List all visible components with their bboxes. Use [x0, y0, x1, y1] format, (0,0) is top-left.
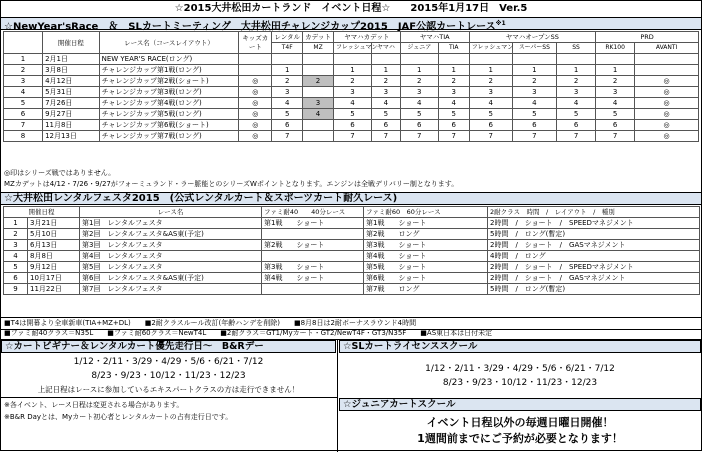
- row-cell: 1: [333, 65, 371, 76]
- row-cell: 6: [400, 120, 438, 131]
- row-cell: 1: [596, 65, 635, 76]
- row-race: チャレンジカップ第7戦(ロング): [99, 131, 239, 142]
- row-date: 9月12日: [28, 262, 80, 273]
- row-end: 5時間 / ロング(暫定): [488, 229, 700, 240]
- row-cell: 1: [272, 65, 303, 76]
- row-cell: 1: [469, 65, 512, 76]
- row-race: チャレンジカップ第1戦(ロング): [99, 65, 239, 76]
- section1-table: 開催日程 レース名（コースレイアウト） キッズカート レンタル カデット ヤマハカデット ヤマハTIA ヤマハオープンSS PRD T4F MZ フレッシュマン ヤマハ ジュニア TIA フレッシュマン スーパーSS SS RK100 AVANTI 1 2月1日 NEW YEAR'S RACE(ロング) 2 3月8日 チャレンジカップ第1戦(ロング) 1 1 1 1 1 1 1 1 1 3 4月12日 チャレンジカップ第2戦(ショート) ◎ 2 2 2 2 2 2 2 2 2 2 ◎ 4 5月31日 チャレンジカップ第3戦(ロング) ◎ 3 3 3 3 3 3 3 3 3 ◎ 5 7月26日 チャレンジカップ第4戦(ロング) ◎ 4 3 4 4 4 4 4 4 4 4 ◎ 6 9月27日 チャレンジカップ第5戦(ロング) ◎ 5 4 5 5 5 5 5 5 5 5 ◎ 7 11月8日 チャレンジカップ第6戦(ショート) ◎ 6 6 6 6 6 6 6 6 6 ◎ 8 12月13日 チャレンジカップ第7戦(ロング) ◎ 7 7 7 7 7 7 7 7 7 ◎: [3, 31, 699, 142]
- table-row: [4, 54, 699, 65]
- row-cell: [400, 54, 438, 65]
- row-end: 2時間 / ショート / GASマネジメント: [488, 240, 700, 251]
- row-end: 2時間 / ショート / SPEEDマネジメント: [488, 218, 700, 229]
- row-cell: 5: [512, 109, 556, 120]
- row-no: 5: [4, 262, 28, 273]
- row-end: 5時間 / ロング(暫定): [488, 284, 700, 295]
- row-cell: [557, 54, 596, 65]
- section1-header: ☆NewYear'sRace ＆ SLカートミーティング 大井松田チャレンジカップ2015 JAF公認カートレース$^{※1}$: [1, 17, 701, 30]
- beginner-note: 上記日程はレースに参加しているエキスパートクラスの方は走行できません！: [37, 385, 300, 394]
- row-end: 2時間 / ショート / SPEEDマネジメント: [488, 262, 700, 273]
- row-number: 7: [4, 120, 43, 131]
- row-cell: 4: [333, 98, 371, 109]
- divider: [337, 340, 338, 452]
- table-row: [4, 109, 699, 120]
- row-cell: [303, 120, 334, 131]
- row-fa40: [262, 284, 364, 295]
- table-row: [4, 120, 699, 131]
- license-header: ☆SLカートライセンススクール: [339, 340, 701, 353]
- row-race: 第5回 レンタルフェスタ: [80, 262, 262, 273]
- row-cell: ◎: [239, 120, 272, 131]
- table-row: [4, 240, 700, 251]
- row-race: チャレンジカップ第3戦(ロング): [99, 87, 239, 98]
- row-race: 第1回 レンタルフェスタ: [80, 218, 262, 229]
- row-fa60: 第5戦 ショート: [364, 262, 488, 273]
- row-cell: 6: [333, 120, 371, 131]
- row-date: 11月22日: [28, 284, 80, 295]
- row-cell: 5: [272, 109, 303, 120]
- row-number: 5: [4, 98, 43, 109]
- row-cell: 1: [512, 65, 556, 76]
- row-fa60: 第1戦 ショート: [364, 218, 488, 229]
- row-race: 第4回 レンタルフェスタ: [80, 251, 262, 262]
- junior-header: ☆ジュニアカートスクール: [339, 398, 701, 411]
- row-date: 8月8日: [28, 251, 80, 262]
- row-no: 6: [4, 273, 28, 284]
- row-number: 6: [4, 109, 43, 120]
- row-race: 第2回 レンタルフェスタ&AS東(予定): [80, 229, 262, 240]
- row-cell: 3: [596, 87, 635, 98]
- row-cell: 2: [438, 76, 469, 87]
- row-cell: ◎: [239, 87, 272, 98]
- row-cell: [333, 54, 371, 65]
- row-cell: [635, 65, 699, 76]
- row-race: チャレンジカップ第5戦(ロング): [99, 109, 239, 120]
- row-no: 9: [4, 284, 28, 295]
- row-cell: 7: [371, 131, 400, 142]
- row-cell: 6: [438, 120, 469, 131]
- row-cell: 3: [303, 98, 334, 109]
- beginner-footer-rule: [1, 397, 337, 398]
- row-cell: 2: [400, 76, 438, 87]
- row-date: 3月8日: [43, 65, 100, 76]
- row-cell: [239, 54, 272, 65]
- row-cell: 5: [596, 109, 635, 120]
- row-number: 4: [4, 87, 43, 98]
- row-cell: 2: [371, 76, 400, 87]
- row-cell: 7: [272, 131, 303, 142]
- row-number: 3: [4, 76, 43, 87]
- row-date: 11月8日: [43, 120, 100, 131]
- table-row: [4, 131, 699, 142]
- page-title: ☆2015大井松田カートランド イベント日程☆ 2015年1月17日 Ver.5: [174, 3, 528, 14]
- row-cell: 4: [371, 98, 400, 109]
- row-date: 9月27日: [43, 109, 100, 120]
- row-race: 第7回 レンタルフェスタ: [80, 284, 262, 295]
- row-fa40: 第3戦 ショート: [262, 262, 364, 273]
- table-row: [4, 229, 700, 240]
- row-number: 8: [4, 131, 43, 142]
- junior-line-2: 1週間前までにご予約が必要となります！: [417, 432, 623, 445]
- row-cell: 1: [438, 65, 469, 76]
- beginner-dates-1: 1/12・2/11・3/29・4/29・5/6・6/21・7/12: [73, 357, 264, 367]
- col-header-blank: [4, 32, 43, 54]
- row-fa60: 第2戦 ロング: [364, 229, 488, 240]
- row-cell: 5: [400, 109, 438, 120]
- row-cell: 4: [438, 98, 469, 109]
- row-cell: 2: [469, 76, 512, 87]
- row-date: 5月10日: [28, 229, 80, 240]
- row-cell: [303, 54, 334, 65]
- row-cell: 3: [438, 87, 469, 98]
- row-cell: 4: [303, 109, 334, 120]
- row-cell: ◎: [635, 76, 699, 87]
- row-cell: ◎: [239, 76, 272, 87]
- row-cell: [438, 54, 469, 65]
- row-cell: 3: [371, 87, 400, 98]
- table-row: [4, 251, 700, 262]
- beginner-header: ☆カートビギナー＆レンタルカート優先走行日～ B&Rデー: [1, 340, 336, 353]
- row-cell: 2: [557, 76, 596, 87]
- row-race: チャレンジカップ第6戦(ショート): [99, 120, 239, 131]
- row-no: 4: [4, 251, 28, 262]
- row-cell: 7: [438, 131, 469, 142]
- row-cell: ◎: [239, 98, 272, 109]
- row-date: 2月1日: [43, 54, 100, 65]
- row-cell: 7: [596, 131, 635, 142]
- row-cell: 6: [596, 120, 635, 131]
- table-row: [4, 262, 700, 273]
- row-date: 7月26日: [43, 98, 100, 109]
- row-cell: 6: [272, 120, 303, 131]
- row-cell: 2: [333, 76, 371, 87]
- row-fa60: 第6戦 ショート: [364, 273, 488, 284]
- row-no: 3: [4, 240, 28, 251]
- row-cell: ◎: [635, 109, 699, 120]
- row-cell: 4: [512, 98, 556, 109]
- row-cell: 3: [333, 87, 371, 98]
- row-cell: 4: [596, 98, 635, 109]
- row-cell: 5: [333, 109, 371, 120]
- row-cell: 7: [469, 131, 512, 142]
- row-cell: 7: [557, 131, 596, 142]
- row-cell: [371, 54, 400, 65]
- row-race: チャレンジカップ第2戦(ショート): [99, 76, 239, 87]
- row-cell: 3: [400, 87, 438, 98]
- row-race: NEW YEAR'S RACE(ロング): [99, 54, 239, 65]
- row-cell: 2: [272, 76, 303, 87]
- table-row: [4, 76, 699, 87]
- row-cell: [303, 131, 334, 142]
- row-cell: 5: [557, 109, 596, 120]
- row-date: 12月13日: [43, 131, 100, 142]
- section1-note-2: MZカデットは4/12・7/26・9/27がフォーミュランド・ラー脈能とのシリーズWポイントとなります。エンジンは全戦デリバリー制となります。: [4, 180, 459, 188]
- row-date: 10月17日: [28, 273, 80, 284]
- table-row: [4, 65, 699, 76]
- row-cell: 6: [512, 120, 556, 131]
- row-race: 第3回 レンタルフェスタ: [80, 240, 262, 251]
- section2-header: ☆大井松田レンタルフェスタ2015 (公式レンタルカート＆スポーツカート耐久レース): [1, 192, 701, 205]
- table-row: [4, 87, 699, 98]
- row-fa40: 第4戦 ショート: [262, 273, 364, 284]
- row-fa60: 第3戦 ショート: [364, 240, 488, 251]
- row-fa60: 第4戦 ショート: [364, 251, 488, 262]
- row-cell: 3: [272, 87, 303, 98]
- row-cell: 6: [469, 120, 512, 131]
- row-number: 2: [4, 65, 43, 76]
- row-cell: 4: [469, 98, 512, 109]
- row-cell: ◎: [635, 131, 699, 142]
- row-cell: 7: [333, 131, 371, 142]
- section1-note-1: ◎印はシリーズ戦ではありません。: [4, 169, 116, 177]
- row-cell: [596, 54, 635, 65]
- footnote-2: ※B&R Dayとは、Myカート初心者とレンタルカートの占有走行日です。: [4, 413, 233, 421]
- row-cell: ◎: [635, 87, 699, 98]
- row-cell: 3: [512, 87, 556, 98]
- row-fa40: [262, 251, 364, 262]
- row-cell: [239, 65, 272, 76]
- license-dates-1: 1/12・2/11・3/29・4/29・5/6・6/21・7/12: [425, 364, 615, 374]
- row-cell: [469, 54, 512, 65]
- row-cell: 4: [272, 98, 303, 109]
- row-cell: [512, 54, 556, 65]
- row-cell: 3: [469, 87, 512, 98]
- junior-line-1: イベント日程以外の毎週日曜日開催！: [426, 416, 614, 429]
- row-no: 2: [4, 229, 28, 240]
- row-fa40: [262, 229, 364, 240]
- row-date: 3月21日: [28, 218, 80, 229]
- row-cell: ◎: [239, 109, 272, 120]
- row-end: 2時間 / ショート / GASマネジメント: [488, 273, 700, 284]
- row-fa60: 第7戦 ロング: [364, 284, 488, 295]
- row-cell: 7: [400, 131, 438, 142]
- row-cell: [303, 87, 334, 98]
- row-date: 4月12日: [43, 76, 100, 87]
- row-date: 6月13日: [28, 240, 80, 251]
- row-race: 第6回 レンタルフェスタ&AS東(予定): [80, 273, 262, 284]
- row-cell: [303, 65, 334, 76]
- beginner-dates-2: 8/23・9/23・10/12・11/23・12/23: [91, 371, 246, 381]
- row-cell: ◎: [635, 120, 699, 131]
- row-cell: [272, 54, 303, 65]
- row-fa40: 第2戦 ショート: [262, 240, 364, 251]
- row-no: 1: [4, 218, 28, 229]
- footnote-1: ※各イベント、レース日程は変更される場合があります。: [4, 401, 184, 409]
- section2-note-2: ■ファミ耐40クラス＝N35L ■ファミ耐60クラス＝NewT4L ■2耐クラス＝GT1/Myカート・GT2/NewT4F・GT3/N35F ■AS東日本は日付未定: [1, 328, 701, 340]
- row-race: チャレンジカップ第4戦(ロング): [99, 98, 239, 109]
- row-cell: 1: [557, 65, 596, 76]
- row-cell: 1: [371, 65, 400, 76]
- row-cell: 1: [400, 65, 438, 76]
- row-cell: 2: [596, 76, 635, 87]
- row-cell: 6: [371, 120, 400, 131]
- row-cell: 5: [438, 109, 469, 120]
- row-cell: 6: [557, 120, 596, 131]
- row-cell: 4: [400, 98, 438, 109]
- row-cell: 7: [512, 131, 556, 142]
- table-row: [4, 273, 700, 284]
- row-cell: 5: [469, 109, 512, 120]
- row-cell: 5: [371, 109, 400, 120]
- section2-table: 開催日程 レース名 ファミ耐40 40分レース ファミ耐60 60分レース 2耐クラス 時間 / レイアウト / 種別 1 3月21日 第1回 レンタルフェスタ 第1戦 ショート 第1戦 ショート 2時間 / ショート / SPEEDマネジメント 2 5月10日 第2回 レンタルフェスタ&AS東(予定) 第2戦 ロング 5時間 / ロング(暫定) 3 6月13日 第3回 レンタルフェスタ 第2戦 ショート 第3戦 ショート 2時間 / ショート / GASマネジメント 4 8月8日 第4回 レンタルフェスタ 第4戦 ショート 4時間 / ロング 5 9月12日 第5回 レンタルフェスタ 第3戦 ショート 第5戦 ショート 2時間 / ショート / SPEEDマネジメント 6 10月17日 第6回 レンタルフェスタ&AS東(予定) 第4戦 ショート 第6戦 ショート 2時間 / ショート / GASマネジメント 9 11月22日 第7回 レンタルフェスタ 第7戦 ロング 5時間 / ロング(暫定): [3, 206, 700, 295]
- row-date: 5月31日: [43, 87, 100, 98]
- table-row: [4, 218, 700, 229]
- table-row: [4, 284, 700, 295]
- section2-note-1: ■T4は開幕より全車新車(TIA+MZ+DL) ■2耐クラスルール改訂(年齢ハンデを削除) ■8月8日は2耐ボーナスラウンド4時間: [1, 317, 701, 330]
- row-cell: 4: [557, 98, 596, 109]
- row-end: 4時間 / ロング: [488, 251, 700, 262]
- row-fa40: 第1戦 ショート: [262, 218, 364, 229]
- row-cell: 2: [303, 76, 334, 87]
- row-number: 1: [4, 54, 43, 65]
- row-cell: [635, 54, 699, 65]
- row-cell: ◎: [239, 131, 272, 142]
- license-dates-2: 8/23・9/23・10/12・11/23・12/23: [442, 378, 598, 388]
- row-cell: ◎: [635, 98, 699, 109]
- table-row: [4, 98, 699, 109]
- row-cell: 3: [557, 87, 596, 98]
- row-cell: 2: [512, 76, 556, 87]
